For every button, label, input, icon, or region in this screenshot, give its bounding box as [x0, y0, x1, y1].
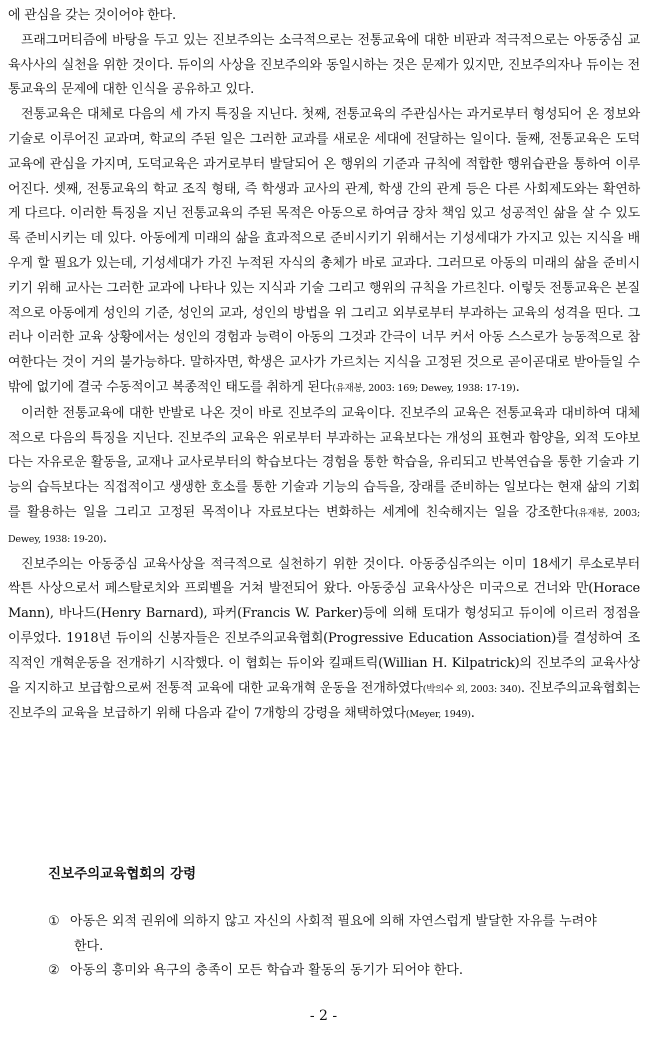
- paragraph: 이러한 전통교육에 대한 반발로 나온 것이 바로 진보주의 교육이다. 진보주의 교육은 전통교육과 대비하여 대체적으로 다음의 특징을 지닌다. 진보주의 교육은 위로부터 부과하는 교육보다는 개성의 표현과 함양을, 외적 도야보다는 자유로운 활동을, 교재나 교사로부터의 학습보다는 경험을 통한 학습을, 유리되고 반복연습을 통한 기술과 기능의 습득보다는 직접적이고 생생한 호소를 통한 기술과 기능의 습득을, 장래를 준비하는 일보다는 현재 삶의 기회를 활용하는 일을 그리고 고정된 목적이나 자료보다는 변화하는 세계에 친숙해지는 일을 강조한다(유재봉, 2003; Dewey, 1938: 19-20).: [8, 405, 640, 546]
- paragraph: 전통교육은 대체로 다음의 세 가지 특징을 지닌다. 첫째, 전통교육의 주관심사는 과거로부터 형성되어 온 정보와 기술로 이루어진 교과며, 학교의 주된 일은 그러한 교과를 새로운 세대에 전달하는 일이다. 둘째, 전통교육은 도덕교육에 관심을 가지며, 도덕교육은 과거로부터 발달되어 온 행위의 기준과 규칙에 적합한 행위습관을 통하여 이루어진다. 셋째, 전통교육의 학교 조직 형태, 즉 학생과 교사의 관계, 학생 간의 관계 등은 다른 사회제도와는 확연하게 다르다. 이러한 특징을 지닌 전통교육의 주된 목적은 아동으로 하여금 장차 책임 있고 성공적인 삶을 살 수 있도록 준비시키는 데 있다. 아동에게 미래의 삶을 효과적으로 준비시키기 위해서는 기성세대가 가지고 있는 지식을 배우게 할 필요가 있는데, 기성세대가 가진 누적된 자식의 총체가 바로 교과다. 그러므로 아동의 미래의 삶을 준비시키기 위해 교사는 그러한 교과에 나타나 있는 지식과 기술 그리고 행위의 규칙을 가르친다. 이렇듯 전통교육은 본질적으로 아동에게 성인의 기준, 성인의 교과, 성인의 방법을 위 그리고 외부로부터 부과하는 교육의 성격을 띤다. 그러나 이러한 교육 상황에서는 성인의 경험과 능력이 아동의 그것과 간극이 너무 커서 아동 스스로가 능동적으로 참여한다는 것이 거의 불가능하다. 말하자면, 학생은 교사가 가르치는 지식을 고정된 것으로 곧이곧대로 받아들일 수밖에 없기에 결국 수동적이고 복종적인 태도를 취하게 된다(유재봉, 2003: 169; Dewey, 1938: 17-19).: [8, 107, 640, 395]
- platform-list: [48, 910, 598, 984]
- document-body: [8, 4, 640, 728]
- page-number: - 2 -: [309, 1008, 338, 1024]
- paragraph: 에 관심을 갖는 것이어야 한다.: [8, 8, 176, 23]
- item-number: ②: [48, 963, 60, 979]
- section-title: 진보주의교육협회의 강령: [48, 866, 197, 882]
- citation: (박의수 외, 2003: 340): [422, 683, 521, 695]
- citation: (유재봉, 2003; Dewey, 1938: 19-20): [8, 507, 640, 545]
- paragraph: 프래그머티즘에 바탕을 두고 있는 진보주의는 소극적으로는 전통교육에 대한 비판과 적극적으로는 아동중심 교육사사의 실천을 위한 것이다. 듀이의 사상을 진보주의와 동일시하는 것은 문제가 있지만, 진보주의자나 듀이는 전통교육의 문제에 대한 인식을 공유하고 있다.: [8, 32, 640, 98]
- list-item: [48, 910, 598, 959]
- item-number: ①: [48, 914, 60, 929]
- list-item: [48, 959, 598, 984]
- item-text: 아동은 외적 권위에 의하지 않고 자신의 사회적 필요에 의해 자연스럽게 발달한 자유를 누려야 한다.: [70, 914, 597, 954]
- citation: (Meyer, 1949): [405, 709, 471, 721]
- item-text: 아동의 흥미와 욕구의 충족이 모든 학습과 활동의 동기가 되어야 한다.: [70, 963, 463, 979]
- citation: (유재봉, 2003: 169; Dewey, 1938: 17-19): [332, 382, 516, 394]
- paragraph: 진보주의는 아동중심 교육사상을 적극적으로 실천하기 위한 것이다. 아동중심주의는 이미 18세기 루소로부터 싹튼 사상으로서 페스탈로치와 프뢰벨을 거쳐 발전되어 왔다. 아동중심 교육사상은 미국으로 건너와 만(Horace Mann), 바나드(Henry Barnard), 파커(Francis W. Parker)등에 의해 토대가 형성되고 듀이에 이르러 정점을 이루었다. 1918년 듀이의 신봉자들은 진보주의교육협회(Progressive Education Association)를 결성하여 조직적인 개혁운동을 전개하기 시작했다. 이 협회는 듀이와 킬패트릭(Willian H. Kilpatrick)의 진보주의 교육사상을 지지하고 보급함으로써 전통적 교육에 대한 교육개혁 운동을 전개하였다(박의수 외, 2003: 340). 진보주의교육협회는 진보주의 교육을 보급하기 위해 다음과 같이 7개항의 강령을 채택하였다(Meyer, 1949).: [8, 556, 640, 722]
